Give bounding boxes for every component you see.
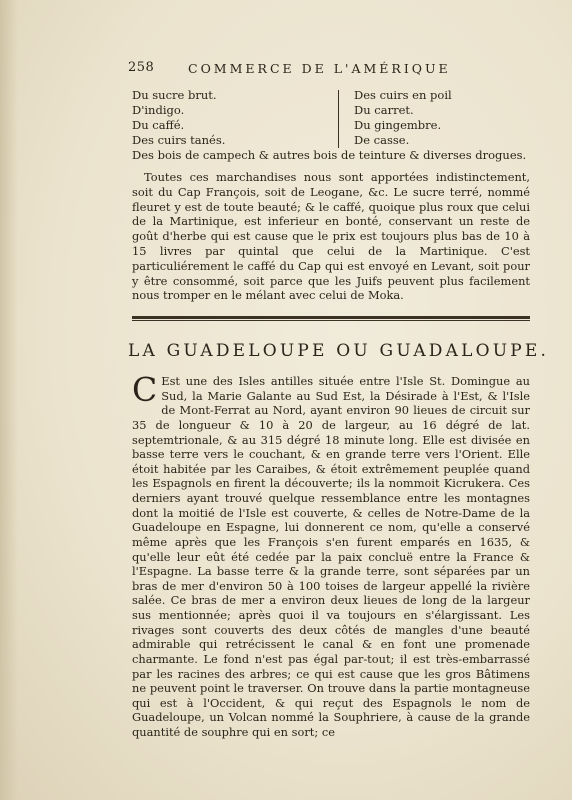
rule-thin-line (132, 320, 530, 321)
ornamental-rule (132, 316, 530, 322)
list-item: D'indigo. (132, 103, 185, 117)
commodity-list-right (354, 88, 534, 148)
page-number: 258 (128, 60, 155, 75)
list-item: Des cuirs tanés. (132, 133, 226, 147)
commodity-list-full-line: Des bois de campech & autres bois de teinture & diverses drogues. (132, 148, 527, 162)
commodity-list-left (132, 88, 327, 148)
list-item: Du carret. (354, 103, 414, 117)
paragraph-coffee-trade: Toutes ces marchandises nous sont apportées indistinctement, soit du Cap François, soit de Leogane, &c. Le sucre terré, nommé fleuret y est de toute beauté; & le caffé, quoique plus roux que celui de la Martinique, est inferieur en bonté, conservant un reste de goût d'herbe qui est cause que le prix est toujours plus bas de 10 à 15 livres par quintal que celui de la Martinique. C'est particuliérement le caffé du Cap qui est envoyé en Levant, soit pour y être consommé, soit parce que les Juifs peuvent plus facilement nous tromper en le mélant avec celui de Moka. (132, 170, 530, 303)
column-divider (338, 90, 339, 148)
section-title: LA GUADELOUPE OU GUADALOUPE. (128, 341, 550, 361)
paragraph-guadeloupe-text: Est une des Isles antilles située entre l'Isle St. Domingue au Sud, la Marie Galante au Sud Est, la Désirade à l'Est, & l'Isle de Mont-Ferrat au Nord, ayant environ 90 lieues de circuit sur 35 de longueur & 10 à 20 de largeur, au 16 dégré de lat. septemtrionale, & au 315 dégré 18 minute long. Elle est divisée en basse terre vers le couchant, & en grande terre vers l'Orient. Elle étoit habitée par les Caraibes, & étoit extrêmement peuplée quand les Espagnols en firent la découverte; ils la nommoit Kicrukera. Ces derniers ayant trouvé quelque ressemblance entre les montagnes dont la moitié de l'Isle est couverte, & celles de Notre-Dame de la Guadeloupe en Espagne, lui donnerent ce nom, qu'elle a conservé même après que les François s'en furent emparés en 1635, & qu'elle leur eût été cedée par la paix concluë entre la France & l'Espagne. La basse terre & la grande terre, sont séparées par un bras de mer d'environ 50 à 100 toises de largeur appellé la rivière salée. Ce bras de mer a environ deux lieues de long de la largeur sus mentionnée; après quoi il va toujours en s'élargissant. Les rivages sont couverts des deux côtés de mangles d'une beauté admirable qui retrécissent le canal & en font une promenade charmante. Le fond n'est pas égal par-tout; il est très-embarrassé par les racines des arbres; ce qui est cause que les gros Bâtimens ne peuvent point le traverser. On trouve dans la partie montagneuse qui est à l'Occident, & qui reçut des Espagnols le nom de Guadeloupe, un Volcan nommé la Souphriere, à cause de la grande quantité de souphre qui en sort; ce (132, 374, 530, 739)
list-item: Du gingembre. (354, 118, 442, 132)
running-head: COMMERCE DE L'AMÉRIQUE (188, 61, 451, 76)
list-item: Du sucre brut. (132, 88, 217, 102)
drop-cap: C (132, 370, 158, 409)
commodity-list (132, 88, 532, 150)
page-gutter-shadow (0, 0, 18, 800)
rule-thick-line (132, 316, 530, 319)
page-header (128, 60, 508, 80)
list-item: De casse. (354, 133, 410, 147)
paragraph-guadeloupe (132, 370, 530, 740)
list-item: Du caffé. (132, 118, 185, 132)
list-item: Des cuirs en poil (354, 88, 452, 102)
